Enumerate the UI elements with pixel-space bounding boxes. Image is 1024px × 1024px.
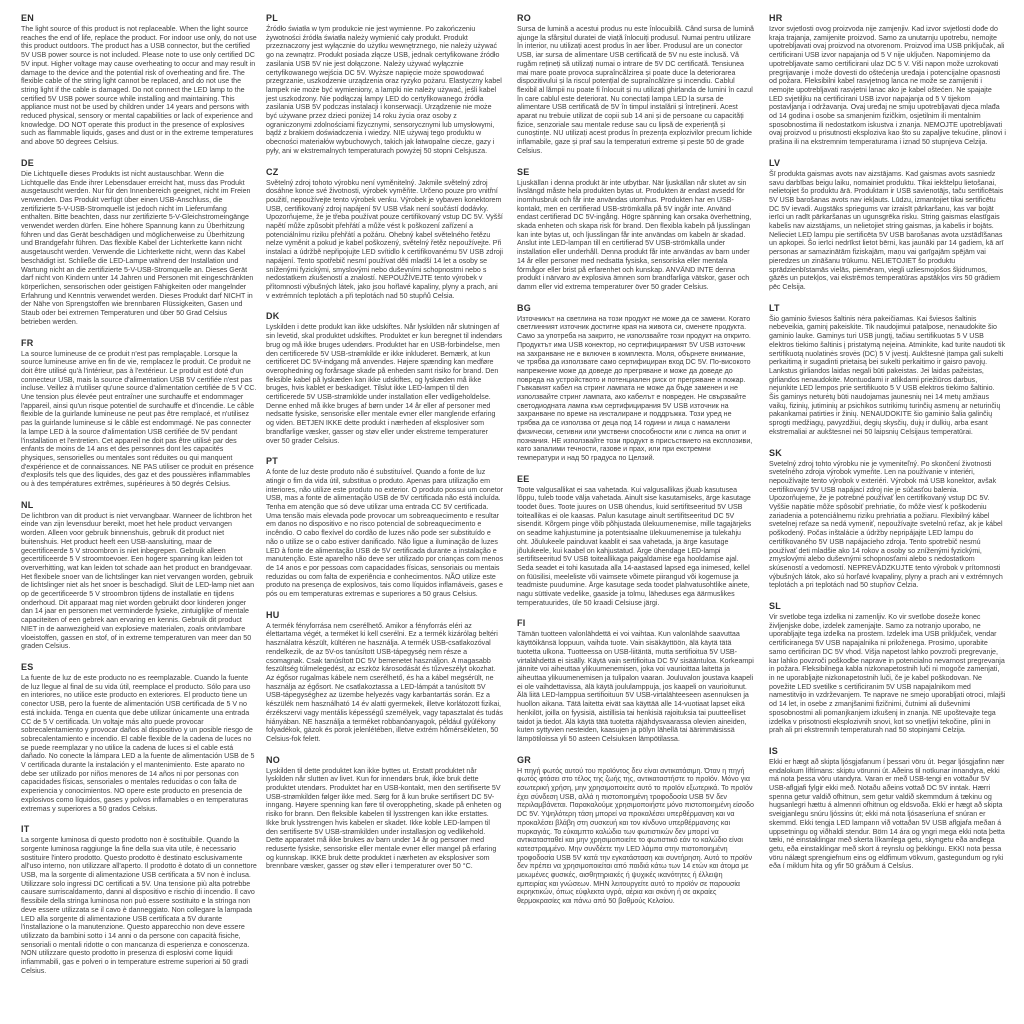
language-code-heading: EE [517,473,530,484]
language-code-heading: LV [769,157,781,168]
language-code-heading: BG [517,302,531,313]
language-block-NO [266,755,503,871]
language-code-heading: DE [21,157,34,168]
language-code-heading: RO [517,13,531,23]
safety-instructions-text: Svetelný zdroj tohto výrobku nie je vymeniteľný. Po skončení životnosti svetelného zdroja výrobok vymeňte. Len na používanie v interiéri, nepoužívajte tento výrobok v exteriéri. Výrobok má USB konektor, avšak certifikovaný 5V USB napájací zdroj nie je súčasťou balenia. Upozorňujeme, že je potrebné používať len certifikovaný vstup DC 5V. Vyššie napätie môže spôsobiť prehriatie, čo môže viesť k poškodeniu zariadenia a potenciálnemu riziku prehriatia a požiaru. Flexibilný kábel svetelnej reťaze sa nedá vymeniť, nepoužívajte svetelnú reťaz, ak je kábel poškodený. Počas inštalácie a údržby nepripájajte LED lampu do certifikovaného 5V USB napájacieho zdroja. Tento spotrebič nesmú používať deti mladšie ako 14 rokov a osoby so zníženými fyzickými, zmyslovými alebo duševnými schopnosťami alebo s nedostatkom skúseností a vedomostí. NEPREVÁDZKUJTE tento výrobok v prítomnosti výbušných látok, ako sú horľavé kvapaliny, plyny a prach ani v extrémnych teplotách a pri teplotách nad 50 stupňov Celzia. [769,459,1003,590]
language-block-FI [517,618,754,743]
safety-instructions-text: Šio gaminio šviesos šaltinis nėra pakeičiamas. Kai šviesos šaltinis nebeveikia, gaminį pakeiskite. Tik naudojimui patalpose, nenaudokite šio gaminio lauke. Gaminys turi USB jungtį, tačiau sertifikuotas 5 V USB elektros tiekimo šaltinis į pristatymą neįeina. Atminkite, kad turite naudoti tik sertifikuotą nuolatinės srovės (DC) 5 V įvestį. Aukštesnė įtampa gali sukelti perkaitimą ir sugadinti prietaisą bei sukelti perkaitimo ir gaisro pavojų. Lankstus girliandos laidas negali būti pakeistas. Jei laidas pažeistas, girliandos nenaudokite. Montuodami ir atlikdami priežiūros darbus, nejunkite LED lempos prie sertifikuoto 5 V USB elektros tiekimo šaltinio. Šis gaminys neturėtų būti naudojamas jaunesnių nei 14 metų amžiaus vaikų, fizinių, jutiminių ar psichikos sutrikimų turinčių asmenų ar neturinčių pakankamai patirties ir žinių. NENAUDOKITE šio gaminio šalia galinčių sprogti medžiagų, pavyzdžiui, degių skysčių, dujų ir dulkių, arba esant ekstremaliai ar aukštesnei nei 50 laipsnių Celsijaus temperatūrai. [769,314,1006,436]
column-2 [266,13,503,882]
safety-instructions-text: La fuente de luz de este producto no es reemplazable. Cuando la fuente de luz llegue al final de su vida útil, reemplace el producto. Sólo para uso en interiores, no utilice este producto en exteriores. El producto tiene un conector USB, pero la fuente de alimentación USB certificada de 5 V no está incluida. Tenga en cuenta que debe utilizar únicamente una entrada CC de 5 V certificada. Un voltaje más alto puede provocar sobrecalentamiento y provocar daños al dispositivo y un posible riesgo de sobrecalentamiento e incendio. El cable flexible de la cadena de luces no se puede reemplazar y no utilice la cadena de luces si el cable está dañado. No conecte la lámpara LED a la fuente de alimentación USB de 5 V certificada durante la instalación y el mantenimiento. Este aparato no debe ser utilizado por niños menores de 14 años ni por personas con capacidades físicas, sensoriales o mentales reducidas o con falta de experiencia y conocimientos. NO opere este producto en presencia de explosivos como líquidos, gases y polvos inflamables o en temperaturas extremas y superiores a 50 grados Celsius. [21,674,255,813]
safety-instructions-text: Sursa de lumină a acestui produs nu este înlocuibilă. Când sursa de lumină ajunge la sfârșitul duratei de viață înlocuiți produsul. Numai pentru utilizare în interior, nu utilizați acest produs în aer liber. Produsul are un conector USB, iar sursa de alimentare USB certificată de 5V nu este inclusă. Vă rugăm rețineți să utilizați numai o intrare de 5V DC certificată. Tensiunea mai mare poate provoca supraîncălzirea și poate duce la deteriorarea dispozitivului și la riscul potențial de supraîncălzire și incendiu. Cablul flexibil al lămpii nu poate fi înlocuit și nu utilizați ghirlanda de lumini în cazul în care cablul este deteriorat. Nu conectați lampa LED la sursa de alimentare USB certificată de 5V în timpul instalării și întreținerii. Acest aparat nu trebuie utilizat de copii sub 14 ani și de persoane cu capacități fizice, senzoriale sau mentale reduse sau cu lipsă de experiență și cunoștințe. NU utilizați acest produs în prezența explozivilor precum lichide inflamabile, gaze și praf sau la temperaturi extreme și peste 50 de grade Celsius. [517,25,754,155]
safety-instructions-text: Η πηγή φωτός αυτού του προϊόντος δεν είναι αντικατάσιμη. Όταν η πηγή φωτός φτάσει στο τέλος της ζωής της, αντικαταστήστε το προϊόν. Μόνο για εσωτερική χρήση, μην χρησιμοποιείτε αυτό το προϊόν εξωτερικά. Το προϊόν έχει σύνδεση USB, αλλά η πιστοποιημένη τροφοδοσία USB 5V δεν περιλαμβάνεται. Παρακαλούμε χρησιμοποιήστε μόνο πιστοποιημένη είσοδο DC 5V. Υψηλότερη τάση μπορεί να προκαλέσει υπερθέρμανση και να προκαλέσει βλάβη στη συσκευή και τον κίνδυνο υπερθέρμανσης και πυρκαγιάς. Το εύκαμπτο καλώδιο των φωτιστικών δεν μπορεί να αντικατασταθεί και μην χρησιμοποιείτε το φωτιστικό εάν το καλώδιο είναι κατεστραμμένο. Μην συνδέετε την LED λάμπα στην πιστοποιημένη τροφοδοσία USB 5V κατά την εγκατάσταση και συντήρηση. Αυτό το προϊόν δεν πρέπει να χρησιμοποιείται από παιδιά κάτω των 14 ετών και άτομα με μειωμένες φυσικές, αισθητηριακές ή ψυχικές ικανότητες ή έλλειψη εμπειρίας και γνώσεων. ΜΗΝ λειτουργείτε αυτό το προϊόν σε παρουσία εκρηκτικών, όπως εύφλεκτα υγρά, αέρια και σκόνη ή σε ακραίες θερμοκρασίες και πάνω από 50 βαθμούς Κελσίου. [517,766,754,906]
language-block-EN [21,13,258,147]
safety-instructions-text: Źródło światła w tym produkcie nie jest wymienne. Po zakończeniu żywotności źródła światła należy wymienić cały produkt. Produkt przeznaczony jest wyłącznie do użytku wewnętrznego, nie należy używać go na zewnątrz. Produkt posiada złącze USB, jednak certyfikowane źródło zasilania USB 5V nie jest dołączone. Należy używać wyłącznie certyfikowanego wejścia DC 5V. Wyższe napięcie może spowodować przegrzanie, uszkodzenie urządzenia oraz ryzyko pożaru. Elastyczny kabel lampek nie może być wymieniony, a lampki nie należy używać, jeśli kabel jest uszkodzony. Nie podłączaj lampy LED do certyfikowanego źródła zasilania USB 5V podczas instalacji i konserwacji. Urządzenie nie może być używane przez dzieci poniżej 14 roku życia oraz osoby z ograniczonymi zdolnościami fizycznymi, sensorycznymi lub umysłowymi, bądź z brakiem doświadczenia i wiedzy. NIE używaj tego produktu w obecności materiałów wybuchowych, takich jak łatwopalne ciecze, gazy i pyły, ani w ekstremalnych temperaturach powyżej 50 stopni Celsjusza. [266,25,502,155]
language-code-heading: NO [266,754,280,765]
language-code-heading: EN [21,13,34,23]
language-code-heading: FI [517,618,526,629]
language-code-heading: HU [266,609,280,620]
language-code-heading: ES [21,662,34,672]
language-block-CZ [266,167,503,301]
language-block-DE [21,158,258,327]
language-code-heading: GR [517,754,531,765]
safety-instructions-text: Vir svetlobe tega izdelka ni zamenljiv. Ko vir svetlobe doseže konec življenjske dobe, izdelek zamenjajte. Samo za notranjo uporabo, ne uporabljajte tega izdelka na prostem. Izdelek ima USB priključek, vendar certificiranega 5V USB napajalnika ni priloženega. Prosimo, uporabite samo certificiran DC 5V vhod. Višja napetost lahko povzroči pregrevanje, kar lahko povzroči poškodbe naprave in potencialno nevarnost pregrevanja in požara. Fleksibilnega kabla nizkonapetostnih luči ni mogoče zamenjati, in ne uporabljajte nizkonapetostnih luči, če je kabel poškodovan. Ne povežite LED svetilke s certificiranim 5V USB napajalnikom med namestitvijo in vzdrževanjem. Te naprave ne smejo uporabljati otroci, mlajši od 14 let, in osebe z zmanjšanimi fizičnimi, čutnimi ali duševnimi sposobnostmi ali pomanjkanjem izkušenj in znanja. NE upoštevajte tega izdelka v prisotnosti eksplozivnih snovi, kot so vnetljivi tekočine, plini in prah ali pri ekstremnih temperaturah nad 50 stopinjami Celzija. [769,613,1006,735]
language-block-LV [769,158,1006,292]
safety-instructions-text: Lyskilden i dette produkt kan ikke udskiftes. Når lyskilden når slutningen af sin levetid, skal produktet udskiftes. Produktet er kun beregnet til indendørs brug og må ikke bruges udendørs. Produktet har en USB-forbindelse, men den certificerede 5V USB-strømkilde er ikke inkluderet. Bemærk, at kun certificeret DC 5V-indgang må anvendes. Højere spænding kan medføre overophedning og forårsage skade på enheden samt risiko for brand. Den fleksible kabel på lyskæden kan ikke udskiftes, og lyskæden må ikke bruges, hvis kablet er beskadiget. Tilslut ikke LED-lampen til den certificerede 5V USB-strømkilde under installation eller vedligeholdelse. Denne enhed må ikke bruges af børn under 14 år eller af personer med nedsatte fysiske, sensoriske eller mentale evner eller manglende erfaring og viden. BETJEN IKKE dette produkt i nærheden af eksplosiver som brandfarlige væsker, gasser og støv eller under ekstreme temperaturer over 50 grader Celsius. [266,323,503,445]
language-code-heading: DK [266,311,280,322]
language-block-LT [769,303,1006,437]
column-1 [21,13,258,987]
language-block-HR [769,13,1006,147]
column-3 [517,13,754,917]
language-block-NL [21,500,258,651]
language-code-heading: IS [769,745,778,756]
language-block-SE [517,167,754,292]
safety-instructions-text: Die Lichtquelle dieses Produkts ist nicht austauschbar. Wenn die Lichtquelle das Ende ihrer Lebensdauer erreicht hat, muss das Produkt ausgetauscht werden. Nur für den Innenbereich geeignet, nicht im Freien verwenden. Das Produkt verfügt über einen USB-Anschluss, die zertifizierte 5-V-USB-Stromquelle ist jedoch nicht im Lieferumfang enthalten. Bitte beachten, dass nur zertifizierte 5-V-Gleichstromeingänge verwendet werden dürfen. Eine höhere Spannung kann zu Überhitzung führen und das Gerät beschädigen und möglicherweise zu Überhitzung und Brandgefahr führen. Das flexible Kabel der Lichterkette kann nicht ausgetauscht werden. Verwende die Lichterkette nicht, wenn das Kabel beschädigt ist. Schließe die LED-Lampe während der Installation und Wartung nicht an die zertifizierte 5-V-USB-Stromquelle an. Dieses Gerät darf nicht von Kindern unter 14 Jahren und Personen mit eingeschränkten körperlichen, sensorischen oder geistigen Fähigkeiten oder mangelnder Erfahrung und Kenntnis verwendet werden. Dieses Produkt darf NICHT in der Nähe von Sprengstoffen wie brennbaren Flüssigkeiten, Gasen und Staub oder bei extremen Temperaturen und über 50 Grad Celsius betrieben werden. [21,169,254,326]
safety-instructions-text: La sorgente luminosa di questo prodotto non è sostituibile. Quando la sorgente luminosa raggiunge la fine della sua vita utile, è necessario sostituire l'intero prodotto. Questo prodotto è destinato esclusivamente all'uso interno, non utilizzare all'aperto. Il prodotto è dotato di un connettore USB, ma la sorgente di alimentazione USB certificata a 5V non è inclusa. Utilizzare solo ingressi DC certificati a 5V. Una tensione più alta potrebbe causare surriscaldamento, danni al dispositivo e rischio di incendio. Il cavo flessibile della stringa luminosa non può essere sostituito e la stringa non deve essere utilizzata se il cavo è danneggiato. Non collegare la lampada LED alla sorgente di alimentazione USB certificata a 5V durante l'installazione o la manutenzione. Questo apparecchio non deve essere utilizzato da bambini sotto i 14 anni o da persone con capacità fisiche, sensoriali o mentali ridotte o con mancanza di esperienza e conoscenza. NON utilizzare questo prodotto in presenza di esplosivi come liquidi infiammabili, gas e polveri o in temperature estreme superiori ai 50 gradi Celsius. [21,836,257,975]
safety-instructions-text: Lyskilden til dette produktet kan ikke byttes ut. Erstatt produktet når lyskilden når slutten av livet. Kun for innendørs bruk, ikke bruk dette produktet utendørs. Produktet har en USB-kontakt, men den sertifiserte 5V USB-strømkilden følger ikke med. Sørg for å kun bruke sertifisert DC 5V-inngang. Høyere spenning kan føre til overoppheting, skade på enheten og risiko for brann. Den fleksible kabelen til lysstrengen kan ikke erstattes. Ikke bruk lysstrengen hvis kabelen er skadet. Ikke koble LED-lampen til den sertifiserte 5V USB-strømkilden under installasjon og vedlikehold. Dette apparatet må ikke brukes av barn under 14 år og personer med reduserte fysiske, sensoriske eller mentale evner eller mangel på erfaring og kunnskap. IKKE bruk dette produktet i nærheten av eksplosiver som brennbare væsker, gasser og støv eller i temperaturer over 50 °C. [266,766,502,871]
language-block-EE [517,474,754,608]
language-block-BG [517,303,754,463]
language-block-SL [769,601,1006,735]
safety-instructions-text: La source lumineuse de ce produit n'est pas remplaçable. Lorsque la source lumineuse arrive en fin de vie, remplacez le produit. Ce produit ne doit être utilisé qu'à l'intérieur, pas à l'extérieur. Le produit est doté d'un connecteur USB, mais la source d'alimentation USB 5V certifiée n'est pas incluse. Veillez à n'utiliser qu'une source d'alimentation certifiée de 5 V CC. Une tension plus élevée peut entraîner une surchauffe et endommager l'appareil, ainsi qu'un risque potentiel de surchauffe et d'incendie. Le câble flexible de la guirlande lumineuse ne peut pas être remplacé, et n'utilisez pas la guirlande lumineuse si le câble est endommagé. Ne pas connecter la lampe LED à la source d'alimentation USB certifiée de 5V pendant l'installation et l'entretien. Cet appareil ne doit pas être utilisé par des enfants de moins de 14 ans et des personnes dont les capacités physiques, sensorielles ou mentales sont réduites ou qui manquent d'expérience et de connaissances. NE PAS utiliser ce produit en présence d'explosifs tels que des liquides, des gaz et des poussières inflammables ou à des températures extrêmes, supérieures à 50 degrés Celsius. [21,349,257,489]
safety-instructions-text: Šī produkta gaismas avots nav aizstājams. Kad gaismas avots sasniedz savu darbības beigu laiku, nomainiet produktu. Tikai iekštelpu lietošanai, nelietojiet šo produktu ārā. Produktam ir USB savienotājs, taču sertificētais 5V USB barošanas avots nav iekļauts. Lūdzu, izmantojiet tikai sertificētu DC 5V ievadi. Augstāks spriegums var izraisīt pārkaršanu, kas var bojāt ierīci un radīt pārkaršanas un ugunsgrēka risku. String gaismas elastīgais kabelis nav aizstājams, un nelietojiet string gaismas, ja kabelis ir bojāts. Nelieciet LED lampu pie sertificēta 5V USB barošanas avota uzstādīšanas un apkopei. Šo ierīci nedrīkst lietot bērni, kas jaunāki par 14 gadiem, kā arī personas ar samazinātām fiziskajām, maņu vai garīgajām spējām vai pieredzes un zināšanu trūkumu. NELIETOJIET šo produktu sprādzienbīstamās vielās, piemēram, viegli uzliesmojošos šķidrumos, gāzēs un putekļos, vai ekstrēmos temperatūras apstākļos virs 50 grādiem pēc Celsija. [769,169,1004,291]
safety-instructions-text: Ljuskällan i denna produkt är inte utbytbar. När ljuskällan når slutet av sin livslängd måste hela produkten bytas ut. Produkten är endast avsedd för inomhusbruk och får inte användas utomhus. Produkten har en USB-kontakt, men en certifierad USB-strömkälla på 5V ingår inte. Använd endast certifierad DC 5V-ingång. Högre spänning kan orsaka överhettning, skada enheten och skapa risk för brand. Den flexibla kabeln på ljusslingan kan inte bytas ut, och ljusslingan får inte användas om kabeln är skadad. Anslut inte LED-lampan till en certifierad 5V USB-strömkälla under installation eller underhåll. Denna produkt får inte användas av barn under 14 år eller personer med nedsatta fysiska, sensoriska eller mentala förmågor eller brist på erfarenhet och kunskap. ANVÄND INTE denna produkt i närvaro av explosiva ämnen som brandfarliga vätskor, gaser och damm eller vid extrema temperaturer över 50 grader Celsius. [517,178,752,291]
language-block-PL [266,13,503,156]
safety-instructions-text: Източникът на светлина на този продукт не може да се замени. Когато светлинният източник достигне края на живота си, сменете продукта. Само за употреба на закрито, не използвайте този продукт на открито. Продуктът има USB конектор, но сертифицираният 5V USB източник на захранване не е включен в комплекта. Моля, обърнете внимание, че трябва да използвате само сертифициран вход DC 5V. По-високото напрежение може да доведе до прегряване и може да доведе до повреда на устройството и потенциален риск от прегряване и пожар. Гъвкавият кабел на стринг лампата не може да бъде заменен и не използвайте стринг лампата, ако кабелът е повреден. Не свързвайте светодиодната лампа към сертифицирания 5V USB източник на захранване по време на инсталиране и поддръжка. Този уред не трябва да се използва от деца под 14 години и лица с намалени физически, сетивни или умствени способности или с липса на опит и познания. НЕ използвайте този продукт в присъствието на експлозиви, като запалими течности, газове и прах, или при екстремни температури и над 50 градуса по Целзий. [517,314,753,462]
language-code-heading: PT [266,456,278,467]
language-block-PT [266,456,503,599]
language-code-heading: PL [266,13,278,23]
language-code-heading: FR [21,337,34,348]
language-block-IT [21,824,258,975]
language-block-ES [21,662,258,813]
language-code-heading: SK [769,447,782,458]
safety-instructions-text: A fonte de luz deste produto não é substituível. Quando a fonte de luz atingir o fim da vida útil, substitua o produto. Apenas para utilização em interiores, não utilize este produto no exterior. O produto possui um conetor USB, mas a fonte de alimentação USB de 5V certificada não está incluída. Tenha em atenção que só deve utilizar uma entrada CC 5V certificada. Uma tensão mais elevada pode provocar um sobreaquecimento e resultar em danos no dispositivo e no risco potencial de sobreaquecimento e incêndio. O cabo flexível do cordão de luzes não pode ser substituído e não o utilize se o cabo estiver danificado. Não ligue a iluminação de luzes LED à fonte de alimentação USB de 5V certificada durante a instalação e manutenção. Este aparelho não deve ser utilizado por crianças com menos de 14 anos e por pessoas com capacidades físicas, sensoriais ou mentais reduzidas ou com falta de experiência e conhecimentos. NÃO utilize este produto na presença de explosivos, tais como líquidos inflamáveis, gases e pós ou em temperaturas extremas e superiores a 50 graus Celsius. [266,468,503,599]
safety-instructions-text: Světelný zdroj tohoto výrobku není vyměnitelný. Jakmile světelný zdroj dosáhne konce své životnosti, výrobek vyměňte. Určeno pouze pro vnitřní použití, nepoužívejte tento výrobek venku. Výrobek je vybaven konektorem USB, certifikovaný zdroj napájení 5V USB však není součástí dodávky. Upozorňujeme, že je třeba používat pouze certifikovaný vstup DC 5V. Vyšší napětí může způsobit přehřátí a může vést k poškození zařízení a potenciálnímu riziku přehřátí a požáru. Ohebný kabel světelného řetězu nelze vyměnit a pokud je kabel poškozený, světelný řetěz nepoužívejte. Při instalaci a údržbě nepřipojujte LED svítidlo k certifikovanému 5V USB zdroji napájení. Tento spotřebič nesmí používat děti mladší 14 let a osoby se sníženými fyzickými, smyslovými nebo duševními schopnostmi nebo s nedostatkem zkušeností a znalostí. NEPOUŽÍVEJTE tento výrobek v přítomnosti výbušných látek, jako jsou hořlavé kapaliny, plyny a prach, ani v extrémních teplotách a při teplotách nad 50 stupňů Celsia. [266,178,503,300]
language-block-SK [769,448,1006,591]
language-code-heading: HR [769,13,783,23]
language-code-heading: CZ [266,166,279,177]
language-block-RO [517,13,754,156]
language-code-heading: NL [21,499,34,510]
language-block-IS [769,746,1006,871]
language-block-GR [517,755,754,906]
column-4 [769,13,1006,882]
language-block-FR [21,338,258,489]
safety-instructions-text: The light source of this product is not replaceable. When the light source reaches the end of life, replace the product. For indoor use only, do not use this product outdoors. The product has a USB connector, but the certified 5V USB power source is not included. Please note to use only certified DC 5V input. Higher voltage may cause overheating to occur and may result in damage to the device and the potential risk of overheating and fire. The flexible cable of the string light cannot be replaced, and do not use the string light if the cable is damaged. Do not connect the LED lamp to the certified 5V USB power source while installing and maintaining. This appliance must not be used by children under 14 years and persons with reduced physical, sensory or mental capabilities or lack of experience and knowledge. DO NOT operate this product in the presence of explosives such as flammable liquids, gases and dust or in the extreme temperatures and above 50 degrees Celsius. [21,25,257,147]
safety-instructions-text: Toote valgusallikat ei saa vahetada. Kui valgusallikas jõuab kasutusea lõppu, tuleb toode välja vahetada. Ainult sise kasutamiseks, ärge kasutage toodet õues. Toote juures on USB ühendus, kuid sertifitseeritud 5V USB toiteallikas ei ole kaasas. Palun kasutage ainult sertifitseeritud DC 5V sisendit. Kõrgem pinge võib põhjustada ülekuumenemise, mille tagajärjeks on seadme kahjustumine ja potentsiaalne ülekuumenemise ja tulekahju oht. Jõulukeele painduvat kaablit ei saa vahetada, ja ärge kasutage jõulukeele, kui kaabel on kahjustatud. Ärge ühendage LED-lampi sertifitseeritud 5V USB toiteallikaga paigaldamise ega hooldamise ajal. Seda seadet ei tohi kasutada alla 14-aastased lapsed ega inimesed, kellel on füüsilisi, meeleliste või vaimsete võimete piirangud või kogemuse ja teadmiste puudumine. Ärge kasutage seda toodet plahvatusohtlike ainete, nagu süttivate vedelike, gaaside ja tolmu, läheduses ega äärmuslikes temperatuurides, üle 50 kraadi Celsiuse järgi. [517,485,752,607]
safety-instructions-text: Izvor svjetlosti ovog proizvoda nije zamjenjiv. Kad izvor svjetlosti dođe do kraja trajanja, zamijenite proizvod. Samo za unutarnju upotrebu, nemojte upotrebljavati ovaj proizvod na otvorenom. Proizvod ima USB priključak, ali certificirani USB izvor napajanja od 5 V nije uključen. Napominjemo da upotrebljavate samo certificirani ulaz DC 5 V. Viši napon može uzrokovati pregrijavanje i može dovesti do oštećenja uređaja i potencijalne opasnosti od požara. Fleksibilni kabel rasvjetnog lanca ne može se zamijeniti i nemojte upotrebljavati rasvjetni lanac ako je kabel oštećen. Ne spajajte LED svjetiljku na certificirani USB izvor napajanja od 5 V tijekom postavljanja i održavanja. Ovaj uređaj ne smiju upotrebljavati djeca mlađa od 14 godina i osobe sa smanjenim fizičkim, osjetilnim ili mentalnim sposobnostima ili nedostatkom iskustva i znanja. NEMOJTE upotrebljavati ovaj proizvod u prisutnosti eksploziva kao što su zapaljive tekućine, plinovi i prašina ili na ekstremnim temperaturama i iznad 50 stupnjeva Celzija. [769,25,1006,147]
language-code-heading: IT [21,824,30,835]
language-block-HU [266,610,503,744]
safety-instructions-text: A termék fényforrása nem cserélhető. Amikor a fényforrás eléri az élettartama végét, a terméket ki kell cserélni. Ez a termék kizárólag beltéri használatra készült, kültéren ne használja. A termék USB-csatlakozóval rendelkezik, de az 5V-os tanúsított USB-tápegység nem része a csomagnak. Csak tanúsított DC 5V bemenetet használjon. A magasabb feszültség túlmelegedést, az eszköz károsodását és tűzveszélyt okozhat. Az égősor rugalmas kábele nem cserélhető, és ha a kábel megsérült, ne használja az égősort. Ne csatlakoztassa a LED-lámpát a tanúsított 5V USB-tápegységhez az üzembe helyezés vagy karbantartás során. Ez a készülék nem használható 14 év alatti gyermekek, illetve korlátozott fizikai, érzékszervi vagy mentális képességű személyek, vagy tapasztalat és tudás hiányában. NE használja a terméket robbanóanyagok, például gyúlékony folyadékok, gázok és porok jelenlétében, illetve extrém hőmérsékleten, 50 Celsius-fok felett. [266,621,503,743]
safety-instructions-text: De lichtbron van dit product is niet vervangbaar. Wanneer de lichtbron het einde van zijn levensduur bereikt, moet het hele product vervangen worden. Alleen voor gebruik binnenshuis, gebruik dit product niet buitenshuis. Het product heeft een USB-aansluiting, maar de gecertificeerde 5 V stroombron is niet inbegrepen. Gebruik alleen gecertificeerde 5 V stroomtoevoer. Een hogere spanning kan leiden tot oververhitting, wat kan leiden tot schade aan het product en brandgevaar. Het flexibele snoer van de lichtslinger kan niet vervangen worden, gebruik de lichtslinger niet als het snoer is beschadigd. Sluit de LED-lamp niet aan op de gecertificeerde 5 V stroombron tijdens de installatie en tijdens onderhoud. Dit apparaat mag niet worden gebruikt door kinderen jonger dan 14 jaar en personen met verminderde fysieke, zintuiglijke of mentale capaciteiten of een gebrek aan ervaring en kennis. Gebruik dit product NIET in de aanwezigheid van explosieve materialen, zoals ontvlambare vloeistoffen, gassen en stof, of in extreme temperaturen van meer dan 50 graden Celsius. [21,511,255,651]
safety-instructions-text: Tämän tuotteen valonlähdettä ei voi vaihtaa. Kun valonlähde saavuttaa käyttöikänsä loppuun, vaihda tuote. Vain sisäkäyttöön, älä käytä tätä tuotetta ulkona. Tuotteessa on USB-liitäntä, mutta sertifioitua 5V USB-virtalähdettä ei sisälly. Käytä vain sertifioitua DC 5V sisääntuloa. Korkeampi jännite voi aiheuttaa ylikuumenemisen, joka voi vaurioittaa laitetta ja aiheuttaa ylikuumenemisen ja tulipalon vaaran. Jouluvalon joustava kaapeli ei ole vaihdettavissa, älä käytä joululamppuja, jos kaapeli on vaurioitunut. Älä liitä LED-lamppua sertifioituun 5V USB-virtalähteeseen asennuksen ja huollon aikana. Tätä laitetta eivät saa käyttää alle 14-vuotiaat lapset eikä henkilöt, joilla on fyysisiä, aistillisia tai henkisiä rajoituksia tai puutteelliset taidot ja tiedot. Älä käytä tätä tuotetta räjähdysvaarassa olevien aineiden, kuten syttyvien nesteiden, kaasujen ja pölyn lähellä tai äärimmäisissä lämpötiloissa yli 50 asteen Celsiuksen lämpötilassa. [517,630,754,743]
language-code-heading: SL [769,601,781,612]
language-block-DK [266,311,503,445]
language-code-heading: LT [769,302,780,313]
language-code-heading: SE [517,166,530,177]
safety-instructions-text: Ekki er hægt að skipta ljósgjafanum í þessari vöru út. Þegar ljósgjafinn nær endalokum líftímans: skiptu vörunni út. Aðeins til notkunar innandyra, ekki má nota þessa vöru utandyra. Varan er með USB-tengi en vottaður 5V USB-aflgjafi fylgir ekki með. Notaðu aðeins vottað DC 5V inntak. Hærri spenna getur valdið ofhitnun, sem getur valdið skemmdum á tækinu og hugsanlegri hættu á almennri ofhitnun og eldsvoða. Ekki er hægt að skipta sveigjanlegu snúru ljóssins út; ekki má nota ljósaseríuna ef snúran er skemmd. Ekki tengja LED lampann við vottaðan 5V USB aflgjafa meðan á uppsetningu og viðhaldi stendur. Börn 14 ára og yngri mega ekki nota þetta tæki, né einstaklingar með skerta líkamlega getu, skyngetu eða andlega getu, eða einstaklingar með skort á reynslu og þekkingu. EKKI nota þessa vöru nálægt sprengiefnum eins og eldfimum vökvum, gastegundum og ryki eða í miklum hita og yfir 50 gráðum á Celsíus. [769,757,1005,871]
